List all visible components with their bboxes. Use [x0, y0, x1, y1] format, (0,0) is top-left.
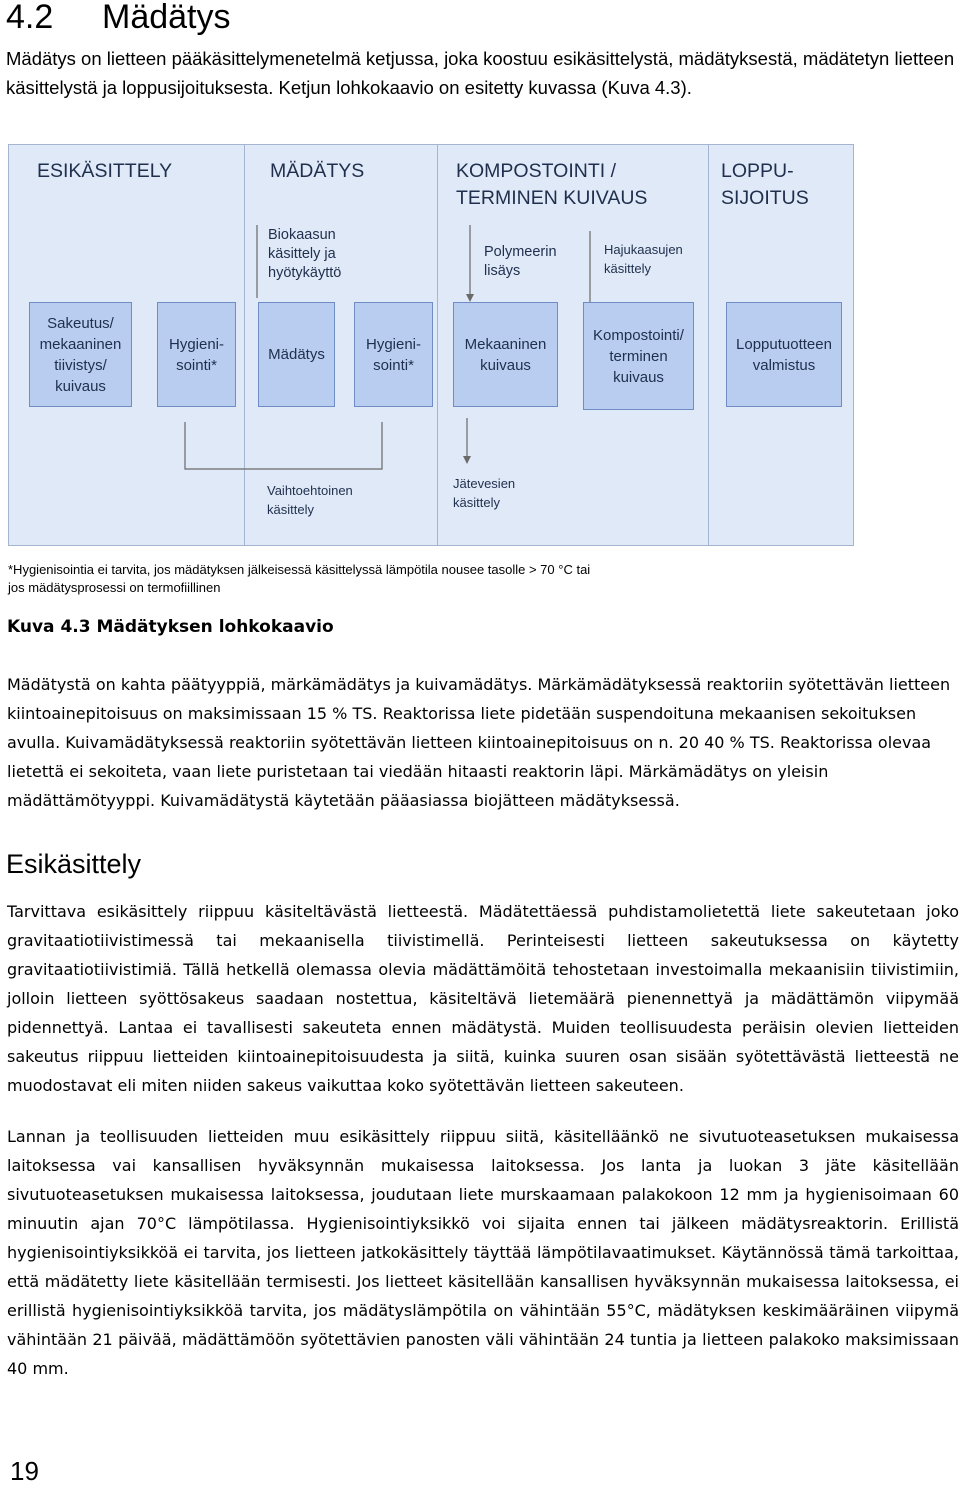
figure-caption: Kuva 4.3 Mädätyksen lohkokaavio — [7, 617, 334, 637]
column-title-disposal: LOPPU- SIJOITUS — [721, 160, 809, 209]
label-biogas: Biokaasun käsittely ja hyötykäyttö — [268, 227, 342, 281]
box-hygienisation-2: Hygieni- sointi* — [354, 302, 433, 407]
box-digestion: Mädätys — [258, 302, 335, 407]
subheading: Esikäsittely — [6, 849, 142, 879]
box-composting: Kompostointi/ terminen kuivaus — [583, 302, 694, 410]
block-diagram — [0, 0, 960, 620]
section-title: Mädätys — [102, 0, 231, 36]
label-polymer: Polymeerin lisäys — [484, 244, 557, 279]
label-alternative: Vaihtoehtoinen käsittely — [267, 483, 353, 517]
box-end-product: Lopputuotteen valmistus — [726, 302, 842, 407]
paragraph-pretreatment-2: Lannan ja teollisuuden lietteiden muu esikäsittely riippuu siitä, käsitelläänkö ne sivutuoteasetuksen mukaisessa laitoksessa vai kansallisen hyväksynnän mukaisessa laitoksessa. Jos lanta ja luokan 3 jäte käsitellään sivutuoteasetuksen mukaisessa laitoksessa, joudutaan liete murskaamaan palakokoon 12 mm ja hygienisoimaan 60 minuutin ajan 70°C lämpötilassa. Hygienisointiyksikkö voi sijaita ennen tai jälkeen mädätysreaktorin. Erillistä hygienisointiyksikköä ei tarvita, jos lietteen jatkokäsittely täyttää lämpötilavaatimukset. Käytännössä tämä tarkoittaa, että mädätetty liete käsitellään termisesti. Jos lietteet käsitellään kansallisen hyväksynnän mukaisessa laitoksessa, ei erillistä hygienisointiyksikköä tarvita, jos mädätyslämpötila on vähintään 55°C, mädätyksen keskimääräinen viipymä vähintään 21 päivää, mädättämöön syötettävien panosten väli vähintään 24 tuntia ja lietteen palakoko maksimissaan 40 mm. — [7, 1127, 959, 1378]
section-number: 4.2 — [6, 0, 54, 36]
paragraph-pretreatment-1: Tarvittava esikäsittely riippuu käsiteltävästä lietteestä. Mädätettäessä puhdistamolietettä liete sakeutetaan joko gravitaatiotiivistimessä tai mekaanisella tiivistimellä. Perinteisesti lietteen sakeutuksessa on käytetty gravitaatiotiivistimiä. Tällä hetkellä olemassa olevia mädättämöitä tehostetaan investoimalla mekaanisiin tiivistimiin, jolloin lietteen syöttösakeus saadaan nostettua, käsiteltävä lietemäärä pienennettyä ja mädättämön viipymää pidennettyä. Lantaa ei tavallisesti sakeuteta ennen mädätystä. Muiden teollisuudesta peräisin olevien lietteiden sakeutus riippuu lietteiden kiintoainepitoisuudesta ja siitä, kuinka suuren osan sisään syötettävästä lietteestä ne muodostavat eli miten niiden sakeus vaikuttaa koko syötettävän lietteen sakeuteen. — [7, 902, 959, 1095]
diagram-footnote: *Hygienisointia ei tarvita, jos mädätyksen jälkeisessä käsittelyssä lämpötila nousee tasolle > 70 °C tai jos mädätysprosessi on termofiillinen — [8, 562, 591, 595]
label-wastewater: Jätevesien käsittely — [453, 476, 516, 510]
paragraph-digestion-types: Mädätystä on kahta päätyyppiä, märkämädätys ja kuivamädätys. Märkämädätyksessä reaktoriin syötettävän lietteen kiintoainepitoisuus on maksimissaan 15 % TS. Reaktorissa liete pidetään suspendoituna mekaanisen sekoituksen avulla. Kuivamädätyksessä reaktoriin syötettävän lietteen kiintoainepitoisuus on n. 20 40 % TS. Reaktorissa olevaa lietettä ei sekoiteta, vaan liete puristetaan tai viedään hitaasti reaktorin läpi. Märkämädätys on yleisin mädättämötyyppi. Kuivamädätystä käytetään pääasiassa biojätteen mädätyksessä. — [7, 675, 951, 810]
column-title-pretreatment: ESIKÄSITTELY — [37, 160, 173, 182]
label-odour: Hajukaasujen käsittely — [604, 242, 683, 276]
column-title-digestion: MÄDÄTYS — [270, 160, 365, 182]
intro-paragraph: Mädätys on lietteen pääkäsittelymenetelmä ketjussa, joka koostuu esikäsittelystä, mädätyksestä, mädätetyn lietteen käsittelystä ja loppusijoituksesta. Ketjun lohkokaavio on esitetty kuvassa (Kuva 4.3). — [6, 48, 955, 98]
column-title-composting: KOMPOSTOINTI / TERMINEN KUIVAUS — [456, 160, 648, 209]
page-number: 19 — [10, 1456, 39, 1486]
box-mechanical-drying: Mekaaninen kuivaus — [453, 302, 558, 407]
connector-alternative — [185, 422, 382, 469]
box-thickening: Sakeutus/ mekaaninen tiivistys/ kuivaus — [29, 302, 132, 407]
box-hygienisation-1: Hygieni- sointi* — [157, 302, 236, 407]
